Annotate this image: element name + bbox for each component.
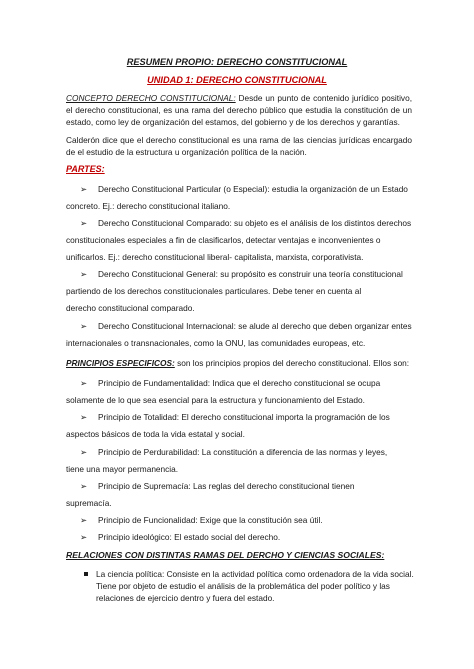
document-title: RESUMEN PROPIO: DERECHO CONSTITUCIONAL — [126, 57, 348, 67]
partes-line: internacionales o transnacionales, como la ONU, las comunidades europeas, etc. — [66, 338, 366, 348]
square-bullet-icon — [84, 572, 88, 576]
principio-line: Principio de Funcionalidad: Exige que la constitución sea útil. — [98, 515, 323, 525]
arrow-bullet-icon: ➢ — [80, 532, 88, 542]
principio-line: aspectos básicos de toda la vida estatal y social. — [66, 429, 245, 439]
concept-paragraph — [66, 92, 412, 128]
arrow-bullet-icon: ➢ — [80, 481, 88, 491]
principios-intro-line — [66, 357, 409, 369]
principio-line: supremacía. — [66, 498, 112, 508]
relaciones-line: relaciones de ejercicio dentro y fuera del estado. — [96, 593, 275, 603]
principios-intro: son los principios propios del derecho constitucional. Ellos son: — [174, 358, 410, 368]
arrow-bullet-icon: ➢ — [80, 412, 88, 422]
arrow-bullet-icon: ➢ — [80, 378, 88, 388]
partes-line: Derecho Constitucional Particular (o Especial): estudia la organización de un Estado — [98, 184, 408, 194]
arrow-bullet-icon: ➢ — [80, 447, 88, 457]
principio-line: Principio de Fundamentalidad: Indica que el derecho constitucional se ocupa — [98, 378, 381, 388]
principio-line: Principio de Perdurabilidad: La constitución a diferencia de las normas y leyes, — [98, 447, 388, 457]
principio-line: Principio ideológico: El estado social del derecho. — [98, 532, 281, 542]
arrow-bullet-icon: ➢ — [80, 515, 88, 525]
relaciones-line: Tiene por objeto de estudio el análisis de la problemática del poder político y las — [96, 581, 390, 591]
concept-text: Desde un punto de contenido jurídico positivo, el derecho constitucional, es una rama del derecho público que estudia la constitución de un estado, como ley de organización del estamos, del gobierno y de los derechos y garantías. — [66, 93, 412, 127]
relaciones-line: La ciencia política: Consiste en la actividad política como ordenadora de la vida social. — [96, 569, 414, 579]
partes-line: unificarlos. Ej.: derecho constitucional liberal- capitalista, marxista, corporativista. — [66, 252, 364, 262]
partes-line: concreto. Ej.: derecho constitucional italiano. — [66, 201, 231, 211]
arrow-bullet-icon: ➢ — [80, 218, 88, 228]
partes-heading: PARTES: — [66, 164, 105, 174]
concept-lead: CONCEPTO DERECHO CONSTITUCIONAL: — [66, 93, 236, 103]
principio-line: Principio de Totalidad: El derecho constitucional importa la programación de los — [98, 412, 390, 422]
partes-line: derecho constitucional comparado. — [66, 303, 195, 313]
calderon-paragraph: Calderón dice que el derecho constitucional es una rama de las ciencias jurídicas encargado de el estudio de la estructura u organización política de la nación. — [66, 135, 412, 157]
arrow-bullet-icon: ➢ — [80, 269, 88, 279]
principio-line: Principio de Supremacía: Las reglas del derecho constitucional tienen — [98, 481, 355, 491]
principio-line: solamente de lo que sea esencial para la estructura y funcionamiento del Estado. — [66, 395, 365, 405]
arrow-bullet-icon: ➢ — [80, 184, 88, 194]
partes-line: Derecho Constitucional General: su propósito es construir una teoría constitucional — [98, 269, 403, 279]
partes-line: partiendo de los derechos constitucionales particulares. Debe tener en cuenta al — [66, 286, 362, 296]
partes-line: Derecho Constitucional Internacional: se alude al derecho que deben organizar entes — [98, 321, 412, 331]
relaciones-heading: RELACIONES CON DISTINTAS RAMAS DEL DERCHO Y CIENCIAS SOCIALES: — [66, 550, 385, 560]
partes-line: constitucionales especiales a fin de clasificarlos, detectar ventajas e inconvenientes o — [66, 235, 381, 245]
partes-line: Derecho Constitucional Comparado: su objeto es el análisis de los distintos derechos — [98, 218, 412, 228]
principio-line: tiene una mayor permanencia. — [66, 464, 179, 474]
arrow-bullet-icon: ➢ — [80, 321, 88, 331]
unit-heading: UNIDAD 1: DERECHO CONSTITUCIONAL — [147, 75, 327, 85]
principios-heading: PRINCIPIOS ESPECIFICOS: — [66, 358, 175, 368]
